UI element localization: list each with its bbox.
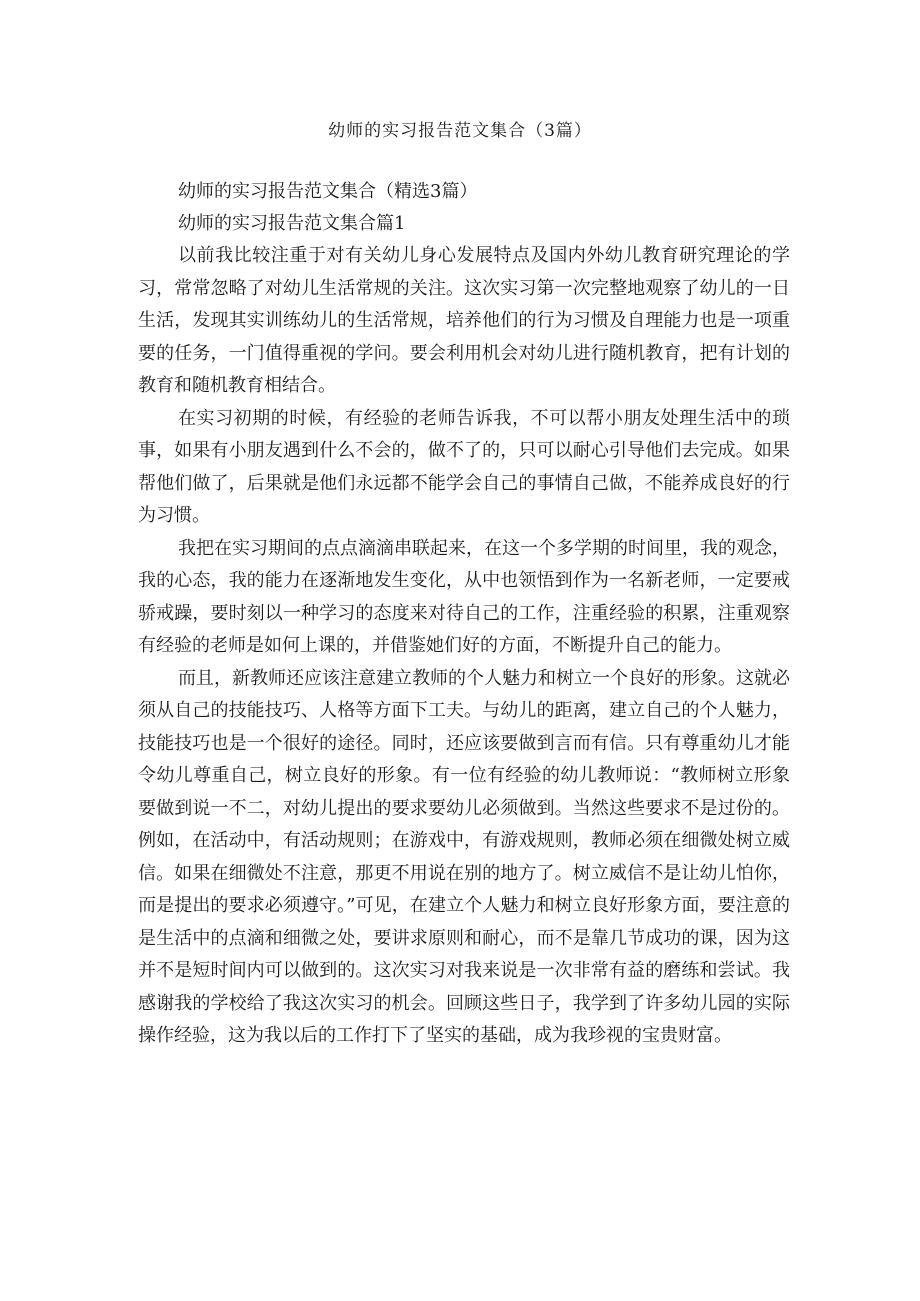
document-body — [138, 176, 790, 1053]
paragraph-2: 在实习初期的时候，有经验的老师告诉我，不可以帮小朋友处理生活中的琐事，如果有小朋友遇到什么不会的，做不了的，只可以耐心引导他们去完成。如果帮他们做了，后果就是他们永远都不能学会自己的事情自己做，不能养成良好的行为习惯。 — [138, 407, 790, 526]
paragraph-1: 以前我比较注重于对有关幼儿身心发展特点及国内外幼儿教育研究理论的学习，常常忽略了对幼儿生活常规的关注。这次实习第一次完整地观察了幼儿的一日生活，发现其实训练幼儿的生活常规，培养他们的行为习惯及自理能力也是一项重要的任务，一门值得重视的学问。要会利用机会对幼儿进行随机教育，把有计划的教育和随机教育相结合。 — [138, 245, 790, 396]
document-title: 幼师的实习报告范文集合（3篇） — [328, 121, 592, 141]
paragraph-4: 而且，新教师还应该注意建立教师的个人魅力和树立一个良好的形象。这就必须从自己的技能技巧、人格等方面下工夫。与幼儿的距离，建立自己的个人魅力，技能技巧也是一个很好的途径。同时，还应该要做到言而有信。只有尊重幼儿才能令幼儿尊重自己，树立良好的形象。有一位有经验的幼儿教师说：“教师树立形象要做到说一不二，对幼儿提出的要求要幼儿必须做到。当然这些要求不是过份的。例如，在活动中，有活动规则；在游戏中，有游戏规则，教师必须在细微处树立威信。如果在细微处不注意，那更不用说在别的地方了。树立威信不是让幼儿怕你，而是提出的要求必须遵守。”可见，在建立个人魅力和树立良好形象方面，要注意的是生活中的点滴和细微之处，要讲求原则和耐心，而不是靠几节成功的课，因为这并不是短时间内可以做到的。这次实习对我来说是一次非常有益的磨练和尝试。我感谢我的学校给了我这次实习的机会。回顾这些日子，我学到了许多幼儿园的实际操作经验，这为我以后的工作打下了坚实的基础，成为我珍视的宝贵财富。 — [138, 667, 790, 1046]
section-heading: 幼师的实习报告范文集合篇1 — [178, 213, 406, 234]
paragraph-3: 我把在实习期间的点点滴滴串联起来，在这一个多学期的时间里，我的观念，我的心态，我的能力在逐渐地发生变化，从中也领悟到作为一名新老师，一定要戒骄戒躁，要时刻以一种学习的态度来对待自己的工作，注重经验的积累，注重观察有经验的老师是如何上课的，并借鉴她们好的方面，不断提升自己的能力。 — [138, 537, 790, 656]
document-subtitle: 幼师的实习报告范文集合（精选3篇） — [178, 181, 478, 202]
